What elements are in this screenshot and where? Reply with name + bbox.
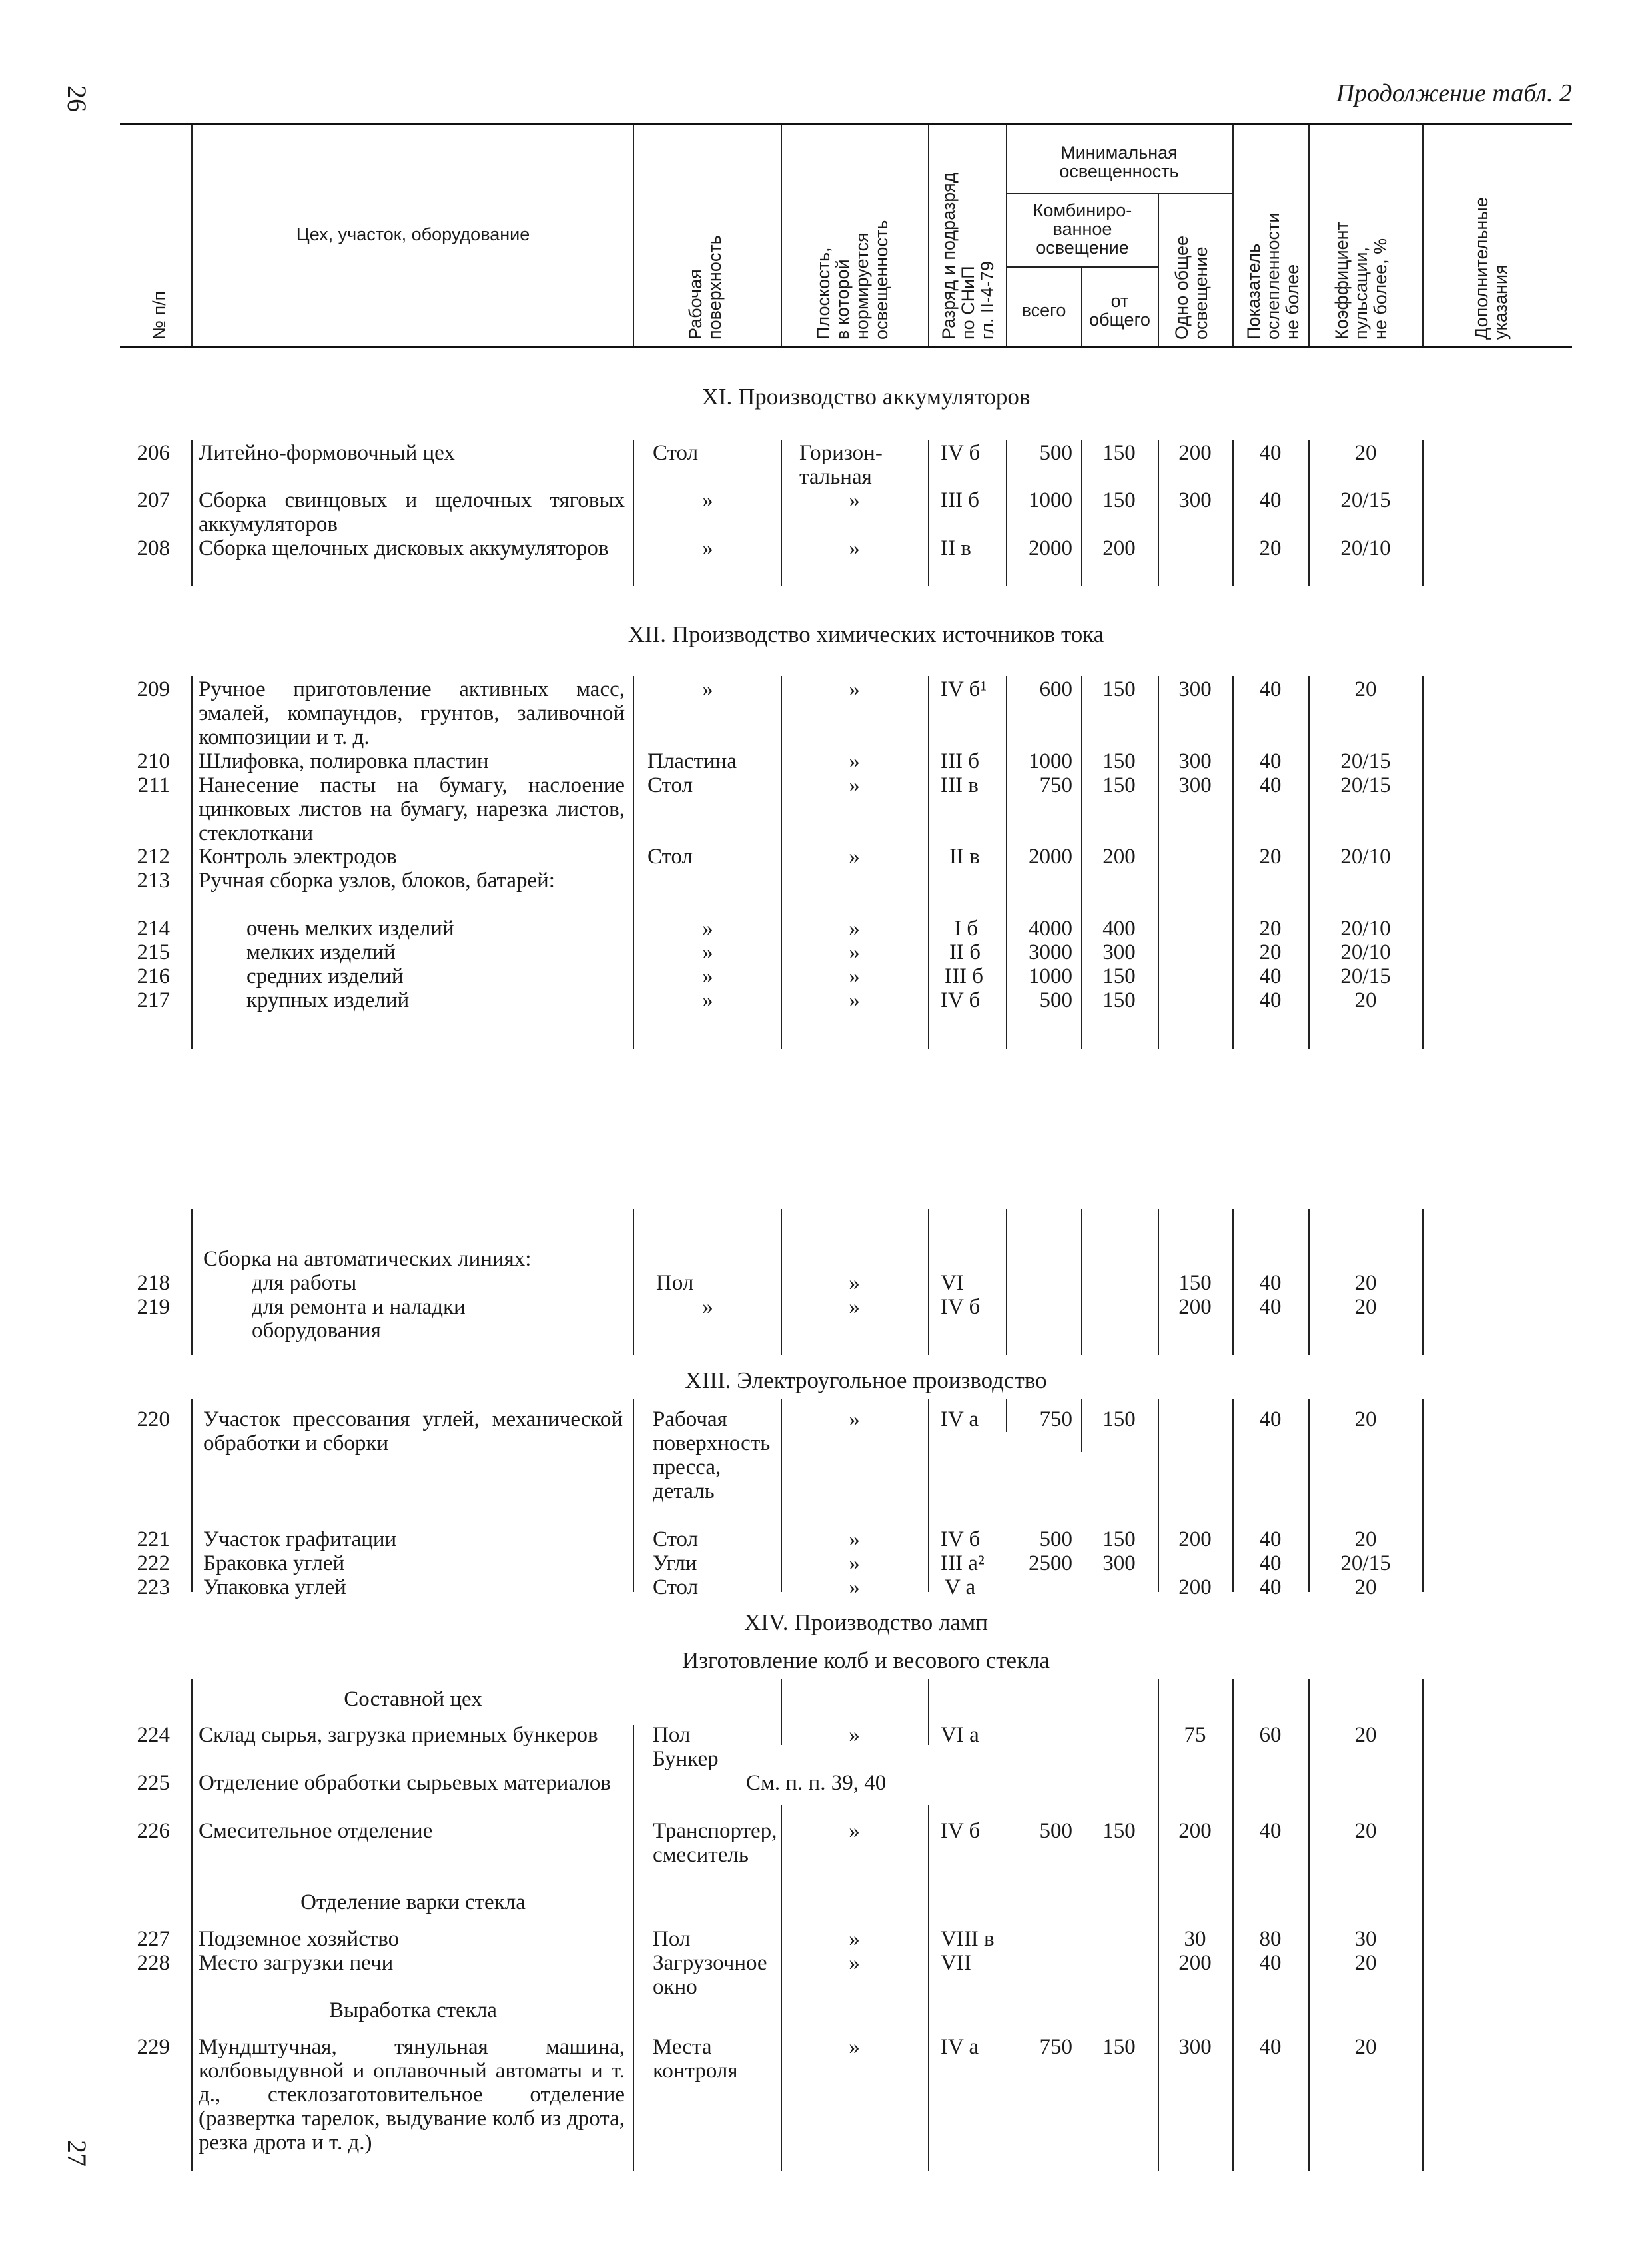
header-divider — [781, 125, 782, 346]
row-grade: I б — [954, 917, 979, 941]
row-total: 1000 — [1029, 488, 1072, 512]
row-number: 228 — [137, 1951, 170, 1975]
row-from-general: 150 — [1102, 2035, 1136, 2059]
body-divider — [1006, 1209, 1007, 1355]
row-reference: См. п. п. 39, 40 — [746, 1771, 887, 1795]
col-header-plane-2: в которой — [833, 259, 853, 340]
row-number: 206 — [137, 441, 170, 465]
col-header-from-general: от общего — [1089, 291, 1150, 330]
row-from-general: 150 — [1102, 441, 1136, 465]
row-plane: » — [849, 1407, 860, 1431]
row-grade: II в — [941, 536, 971, 560]
row-plane: » — [849, 773, 860, 797]
page-number-bottom: 27 — [62, 2140, 92, 2167]
row-general-only: 300 — [1178, 488, 1212, 512]
row-glare: 40 — [1259, 749, 1282, 773]
row-grade: III б — [941, 488, 980, 512]
row-name: Место загрузки печи — [199, 1951, 394, 1975]
row-glare: 40 — [1259, 988, 1282, 1012]
row-total: 2500 — [1029, 1551, 1072, 1575]
row-plane: » — [849, 1551, 860, 1575]
row-plane: » — [849, 677, 860, 701]
col-header-pulsation-1: Коэффициент — [1332, 222, 1352, 340]
row-surface: » — [702, 488, 713, 512]
header-divider — [1232, 125, 1234, 346]
row-plane: » — [849, 1575, 860, 1599]
row-number: 211 — [137, 773, 170, 797]
row-pulsation: 20/15 — [1340, 773, 1391, 797]
body-divider — [1158, 1399, 1159, 1592]
row-grade: IV б — [941, 441, 981, 465]
row-grade: IV б — [941, 1295, 981, 1319]
row-grade: III б — [945, 964, 984, 988]
row-glare: 20 — [1259, 845, 1282, 869]
row-surface: Стол — [647, 773, 693, 797]
row-glare: 40 — [1259, 1527, 1282, 1551]
header-hrule — [1006, 193, 1232, 194]
row-name: Сборка свинцовых и щелочных тяговых аккумуляторов — [199, 488, 625, 536]
row-number: 215 — [137, 941, 170, 964]
row-number: 219 — [137, 1295, 170, 1319]
body-divider — [781, 1399, 782, 1592]
body-divider — [191, 676, 193, 1049]
row-from-general: 150 — [1102, 773, 1136, 797]
row-plane: » — [849, 1927, 860, 1951]
row-surface: Стол — [653, 1527, 699, 1551]
row-grade: VII — [941, 1951, 971, 1975]
row-grade: III а² — [941, 1551, 985, 1575]
row-general-only: 300 — [1178, 749, 1212, 773]
row-pulsation: 20 — [1354, 1951, 1377, 1975]
row-surface: » — [702, 1295, 713, 1319]
header-divider — [633, 125, 634, 346]
header-divider — [1158, 193, 1159, 346]
row-pulsation: 20 — [1354, 1723, 1377, 1747]
row-glare: 40 — [1259, 1575, 1282, 1599]
row-surface: Стол — [653, 441, 699, 465]
body-divider — [191, 1399, 193, 1592]
row-name: Нанесение пасты на бумагу, наслоение цинковых листов на бумагу, нарезка листов, стеклоткани — [199, 773, 625, 845]
row-grade: IV б — [941, 988, 981, 1012]
section-title: XIII. Электроугольное производство — [685, 1367, 1047, 1393]
body-divider — [633, 676, 634, 1049]
body-divider — [928, 1679, 929, 1745]
row-glare: 60 — [1259, 1723, 1282, 1747]
body-divider — [633, 440, 634, 586]
row-pulsation: 20 — [1354, 441, 1377, 465]
body-divider — [1308, 1679, 1310, 2171]
body-divider — [781, 1209, 782, 1355]
row-glare: 40 — [1259, 1819, 1282, 1843]
row-general-only: 75 — [1184, 1723, 1206, 1747]
row-name: Сборка щелочных дисковых аккумуляторов — [199, 536, 609, 560]
row-plane: » — [849, 917, 860, 941]
row-surface: Угли — [653, 1551, 697, 1575]
row-glare: 40 — [1259, 1407, 1282, 1431]
col-header-notes-2: указания — [1491, 264, 1511, 340]
body-divider — [1006, 676, 1007, 1049]
header-top-rule — [120, 123, 1572, 125]
row-total: 1000 — [1029, 749, 1072, 773]
row-number: 218 — [137, 1271, 170, 1295]
body-divider — [191, 440, 193, 586]
row-general-only: 150 — [1178, 1271, 1212, 1295]
row-general-only: 300 — [1178, 773, 1212, 797]
row-grade: IV а — [941, 2035, 979, 2059]
row-pulsation: 20/10 — [1340, 536, 1391, 560]
col-header-grade-1: Разряд и подразряд — [939, 172, 959, 340]
row-name: Смесительное отделение — [199, 1819, 433, 1843]
row-number: 209 — [137, 677, 170, 701]
row-from-general: 200 — [1102, 845, 1136, 869]
row-surface: Рабочая поверхность пресса, деталь — [653, 1407, 771, 1503]
col-header-notes-1: Дополнительные — [1471, 197, 1491, 340]
row-name: Браковка углей — [203, 1551, 345, 1575]
row-surface: Загрузочное окно — [653, 1951, 767, 1999]
col-header-combined: Комбиниро- ванное освещение — [1032, 200, 1132, 258]
row-grade: IV а — [941, 1407, 979, 1431]
row-name: Участок прессования углей, механической обработки и сборки — [203, 1407, 623, 1455]
row-pulsation: 20 — [1354, 677, 1377, 701]
row-pulsation: 20/15 — [1340, 749, 1391, 773]
row-number: 225 — [137, 1771, 170, 1795]
row-surface: » — [702, 941, 713, 964]
row-number: 207 — [137, 488, 170, 512]
row-pulsation: 20/10 — [1340, 845, 1391, 869]
row-total: 600 — [1039, 677, 1072, 701]
row-from-general: 200 — [1102, 536, 1136, 560]
row-grade: VI а — [941, 1723, 979, 1747]
row-surface: Пол Бункер — [653, 1723, 719, 1771]
section-title: XIV. Производство ламп — [744, 1609, 988, 1635]
row-total: 3000 — [1029, 941, 1072, 964]
col-header-grade-3: гл. II-4-79 — [977, 260, 997, 340]
col-header-min-illum: Минимальная освещенность — [1059, 143, 1179, 181]
header-divider — [1081, 266, 1082, 346]
row-pulsation: 20 — [1354, 1295, 1377, 1319]
row-glare: 40 — [1259, 1295, 1282, 1319]
header-divider — [1308, 125, 1310, 346]
col-header-pulsation-2: пульсации, — [1351, 247, 1371, 340]
row-surface: Стол — [653, 1575, 699, 1599]
row-name: Подземное хозяйство — [199, 1927, 400, 1951]
row-glare: 20 — [1259, 917, 1282, 941]
row-name: мелких изделий — [246, 941, 396, 964]
row-number: 213 — [137, 869, 170, 893]
row-surface: Транспортер, смеситель — [653, 1819, 777, 1867]
row-pulsation: 20 — [1354, 1527, 1377, 1551]
row-number: 223 — [137, 1575, 170, 1599]
row-number: 208 — [137, 536, 170, 560]
row-number: 212 — [137, 845, 170, 869]
body-divider — [781, 1805, 782, 2171]
row-grade: II в — [949, 845, 980, 869]
row-name: Литейно-формовочный цех — [199, 441, 455, 465]
row-number: 229 — [137, 2035, 170, 2059]
body-divider — [1158, 676, 1159, 1049]
body-divider — [1006, 440, 1007, 586]
col-header-pulsation-3: не более, % — [1370, 238, 1390, 340]
col-header-general-only-1: Одно общее — [1172, 235, 1192, 340]
section-title: XI. Производство аккумуляторов — [701, 384, 1031, 410]
row-number: 226 — [137, 1819, 170, 1843]
col-header-surface: Рабочая поверхность — [685, 235, 725, 340]
row-total: 500 — [1039, 1527, 1072, 1551]
row-surface: » — [702, 536, 713, 560]
row-grade: II б — [949, 941, 981, 964]
row-total: 750 — [1039, 773, 1072, 797]
header-hrule — [1006, 266, 1158, 268]
body-divider — [781, 440, 782, 586]
row-name: Ручное приготовление активных масс, эмалей, компаундов, грунтов, заливочной композиции и т. д. — [199, 677, 625, 749]
row-total: 2000 — [1029, 536, 1072, 560]
row-pulsation: 20/10 — [1340, 917, 1391, 941]
row-glare: 40 — [1259, 441, 1282, 465]
row-general-only: 300 — [1178, 677, 1212, 701]
row-number: 214 — [137, 917, 170, 941]
row-number: 221 — [137, 1527, 170, 1551]
row-name: средних изделий — [246, 964, 404, 988]
row-from-general: 150 — [1102, 1819, 1136, 1843]
row-general-only: 200 — [1178, 1575, 1212, 1599]
row-plane: » — [849, 536, 860, 560]
row-name: для ремонта и наладки оборудования — [252, 1295, 466, 1343]
row-glare: 40 — [1259, 1271, 1282, 1295]
row-number: 227 — [137, 1927, 170, 1951]
header-bottom-rule — [120, 346, 1572, 348]
row-surface: Пол — [656, 1271, 694, 1295]
row-number: 216 — [137, 964, 170, 988]
row-name: для работы — [252, 1271, 357, 1295]
row-group-heading: Сборка на автоматических линиях: — [203, 1247, 532, 1271]
row-from-general: 150 — [1102, 488, 1136, 512]
row-name: Склад сырья, загрузка приемных бункеров — [199, 1723, 598, 1747]
row-pulsation: 20 — [1354, 1575, 1377, 1599]
col-header-total: всего — [1021, 300, 1066, 320]
row-from-general: 150 — [1102, 988, 1136, 1012]
row-general-only: 300 — [1178, 2035, 1212, 2059]
row-plane: » — [849, 749, 860, 773]
row-plane: » — [849, 2035, 860, 2059]
row-total: 750 — [1039, 1407, 1072, 1431]
col-header-plane-1: Плоскость, — [813, 247, 833, 340]
row-general-only: 200 — [1178, 441, 1212, 465]
row-plane: » — [849, 1295, 860, 1319]
row-total: 500 — [1039, 988, 1072, 1012]
header-divider — [1422, 125, 1424, 346]
body-divider — [781, 676, 782, 1049]
row-total: 500 — [1039, 441, 1072, 465]
row-surface: Стол — [647, 845, 693, 869]
col-header-grade-2: по СНиП — [958, 266, 978, 340]
row-pulsation: 20 — [1354, 1819, 1377, 1843]
subsection-heading: Составной цех — [344, 1687, 482, 1711]
body-divider — [191, 1679, 193, 2171]
row-number: 224 — [137, 1723, 170, 1747]
row-general-only: 30 — [1184, 1927, 1206, 1951]
row-name: очень мелких изделий — [246, 917, 454, 941]
row-total: 2000 — [1029, 845, 1072, 869]
body-divider — [928, 440, 929, 586]
row-glare: 40 — [1259, 488, 1282, 512]
row-general-only: 200 — [1178, 1819, 1212, 1843]
body-divider — [1422, 440, 1424, 586]
row-glare: 80 — [1259, 1927, 1282, 1951]
body-divider — [633, 1209, 634, 1355]
body-divider — [928, 1805, 929, 2171]
row-glare: 20 — [1259, 536, 1282, 560]
row-surface: Места контроля — [653, 2035, 738, 2083]
row-grade: VI — [941, 1271, 964, 1295]
body-divider — [191, 1209, 193, 1355]
row-plane: Горизон- тальная — [799, 441, 883, 489]
row-number: 210 — [137, 749, 170, 773]
body-divider — [1006, 1399, 1007, 1432]
row-grade: III б — [941, 749, 980, 773]
body-divider — [1422, 1679, 1424, 2171]
row-number: 222 — [137, 1551, 170, 1575]
col-header-plane-3: нормируется — [852, 232, 872, 340]
row-pulsation: 20/10 — [1340, 941, 1391, 964]
row-total: 4000 — [1029, 917, 1072, 941]
row-glare: 40 — [1259, 677, 1282, 701]
row-from-general: 150 — [1102, 1407, 1136, 1431]
row-pulsation: 20/15 — [1340, 488, 1391, 512]
row-glare: 40 — [1259, 1551, 1282, 1575]
row-pulsation: 20 — [1354, 1271, 1377, 1295]
row-general-only: 200 — [1178, 1951, 1212, 1975]
row-name: крупных изделий — [246, 988, 410, 1012]
body-divider — [633, 1725, 634, 2171]
row-surface: Пластина — [647, 749, 737, 773]
row-surface: » — [702, 964, 713, 988]
body-divider — [928, 676, 929, 1049]
row-name: Шлифовка, полировка пластин — [199, 749, 489, 773]
row-general-only: 200 — [1178, 1527, 1212, 1551]
row-glare: 40 — [1259, 964, 1282, 988]
row-plane: » — [849, 964, 860, 988]
row-surface: » — [702, 988, 713, 1012]
row-from-general: 300 — [1102, 941, 1136, 964]
row-glare: 40 — [1259, 2035, 1282, 2059]
row-total: 750 — [1039, 2035, 1072, 2059]
row-plane: » — [849, 1527, 860, 1551]
row-total: 1000 — [1029, 964, 1072, 988]
row-from-general: 150 — [1102, 1527, 1136, 1551]
row-plane: » — [849, 1271, 860, 1295]
body-divider — [928, 1399, 929, 1592]
row-name: Мундштучная, тянульная машина, колбовыдувной и оплавочный автоматы и т. д., стеклозаготовительное отделение (развертка тарелок, выдувание колб из дрота, резка дрота и т. д.) — [199, 2035, 625, 2155]
row-from-general: 150 — [1102, 964, 1136, 988]
row-name: Упаковка углей — [203, 1575, 346, 1599]
row-number: 217 — [137, 988, 170, 1012]
body-divider — [781, 1679, 782, 1745]
header-divider — [928, 125, 929, 346]
row-pulsation: 20 — [1354, 1407, 1377, 1431]
col-header-workshop: Цех, участок, оборудование — [296, 224, 530, 244]
col-header-glare-3: не более — [1282, 264, 1302, 340]
row-plane: » — [849, 1951, 860, 1975]
body-divider — [1232, 1679, 1234, 2171]
body-divider — [1422, 676, 1424, 1049]
row-plane: » — [849, 1723, 860, 1747]
col-header-general-only-2: освещение — [1191, 246, 1211, 340]
body-divider — [1422, 1209, 1424, 1355]
row-name: Участок графитации — [203, 1527, 397, 1551]
row-pulsation: 30 — [1354, 1927, 1377, 1951]
row-plane: » — [849, 845, 860, 869]
row-name: Контроль электродов — [199, 845, 397, 869]
row-surface: Пол — [653, 1927, 691, 1951]
row-name: Отделение обработки сырьевых материалов — [199, 1771, 611, 1795]
row-pulsation: 20/15 — [1340, 964, 1391, 988]
body-divider — [1081, 1209, 1082, 1355]
page-number-top: 26 — [62, 85, 92, 112]
row-pulsation: 20/15 — [1340, 1551, 1391, 1575]
row-from-general: 400 — [1102, 917, 1136, 941]
row-grade: V а — [945, 1575, 976, 1599]
row-pulsation: 20 — [1354, 988, 1377, 1012]
row-total: 500 — [1039, 1819, 1072, 1843]
row-plane: » — [849, 988, 860, 1012]
col-header-glare-2: ослепленности — [1263, 212, 1283, 340]
row-plane: » — [849, 1819, 860, 1843]
section-title: XII. Производство химических источников тока — [627, 621, 1104, 647]
subsection-heading: Отделение варки стекла — [300, 1890, 526, 1914]
row-grade: IV б¹ — [941, 677, 987, 701]
row-glare: 40 — [1259, 1951, 1282, 1975]
row-from-general: 300 — [1102, 1551, 1136, 1575]
col-header-number: № п/п — [149, 290, 169, 340]
body-divider — [1158, 1679, 1159, 2171]
col-header-glare-1: Показатель — [1244, 243, 1264, 340]
row-name: Ручная сборка узлов, блоков, батарей: — [199, 869, 555, 893]
row-general-only: 200 — [1178, 1295, 1212, 1319]
row-surface: » — [702, 917, 713, 941]
row-from-general: 150 — [1102, 749, 1136, 773]
row-glare: 20 — [1259, 941, 1282, 964]
row-surface: » — [702, 677, 713, 701]
row-pulsation: 20 — [1354, 2035, 1377, 2059]
row-grade: III в — [941, 773, 979, 797]
row-plane: » — [849, 488, 860, 512]
subsection-heading: Выработка стекла — [329, 1998, 497, 2022]
col-header-plane-4: освещенность — [871, 220, 891, 340]
row-from-general: 150 — [1102, 677, 1136, 701]
row-glare: 40 — [1259, 773, 1282, 797]
row-grade: VIII в — [941, 1927, 995, 1951]
header-divider — [191, 125, 193, 346]
row-grade: IV б — [941, 1819, 981, 1843]
body-divider — [1422, 1399, 1424, 1592]
row-grade: IV б — [941, 1527, 981, 1551]
body-divider — [928, 1209, 929, 1355]
row-number: 220 — [137, 1407, 170, 1431]
continuation-caption: Продолжение табл. 2 — [1336, 79, 1572, 107]
section-subtitle: Изготовление колб и весового стекла — [681, 1647, 1050, 1673]
row-plane: » — [849, 941, 860, 964]
body-divider — [633, 1399, 634, 1592]
